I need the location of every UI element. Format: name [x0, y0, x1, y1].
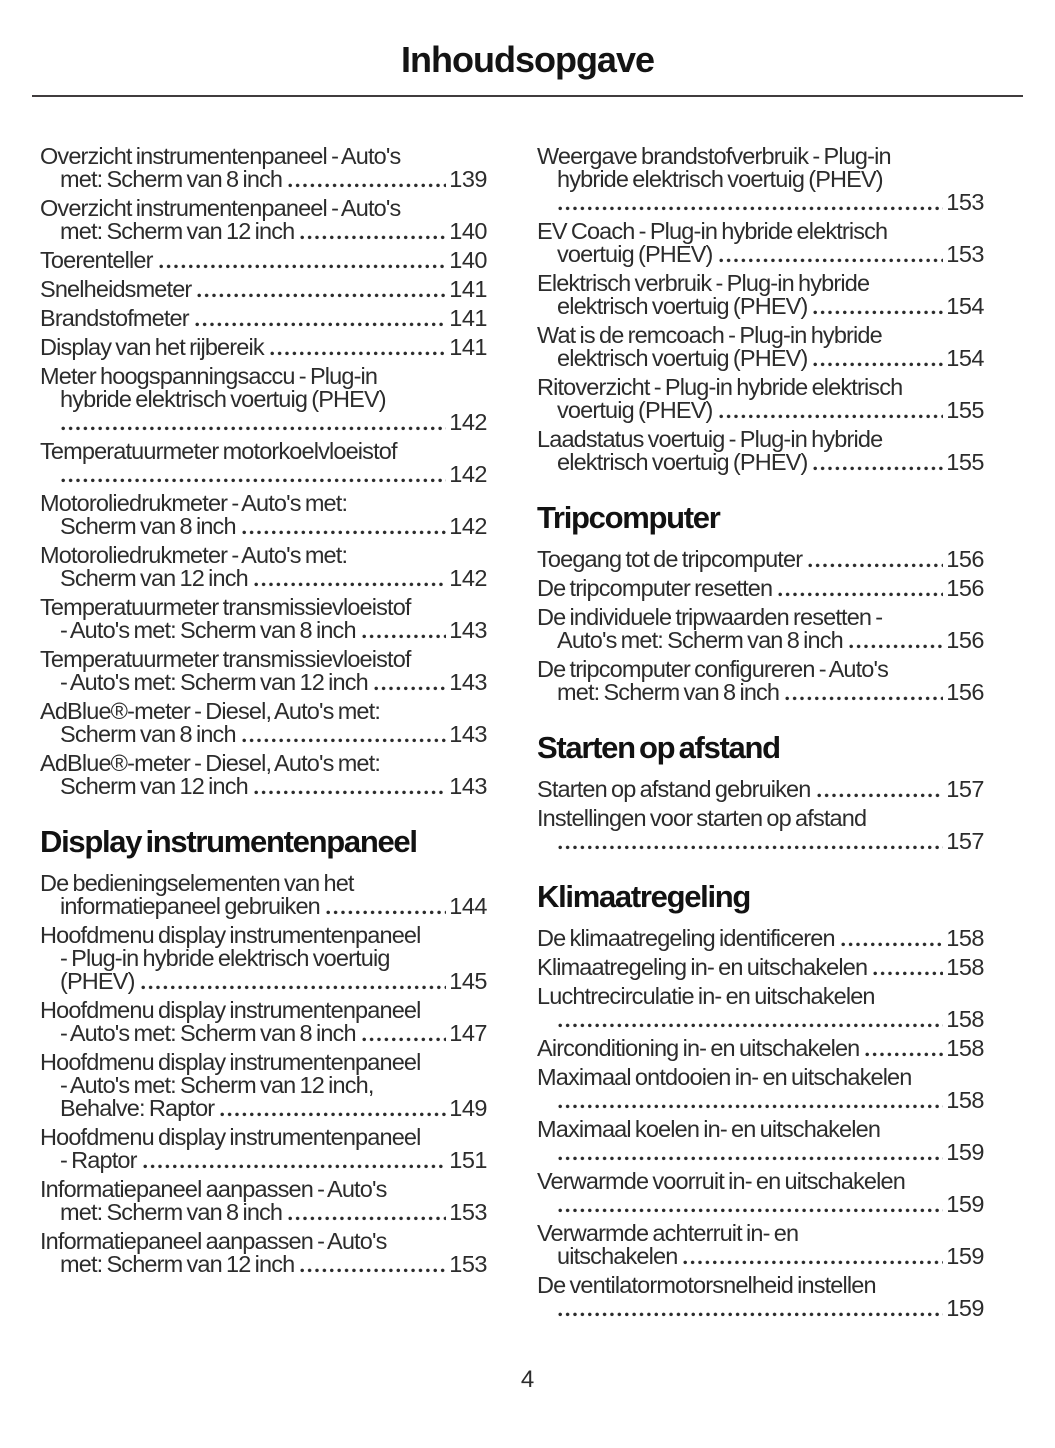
- page-title: Inhoudsopgave: [400, 39, 654, 80]
- dot-leader: [849, 644, 943, 649]
- toc-entry: [537, 428, 984, 474]
- entry-page-number: 156: [946, 679, 984, 705]
- dot-leader: [61, 426, 446, 431]
- dot-leader: [242, 738, 447, 743]
- entry-text: Temperatuurmeter transmissievloeistof: [40, 594, 411, 620]
- entry-text: informatiepaneel gebruiken: [60, 893, 320, 919]
- entry-text: EV Coach - Plug-in hybride elektrisch: [537, 218, 888, 244]
- entry-text: Wat is de remcoach - Plug-in hybride: [537, 322, 882, 348]
- dot-leader: [326, 910, 446, 915]
- toc-entry: [40, 1178, 487, 1224]
- toc-entry: [40, 648, 487, 694]
- toc-entry: [537, 956, 984, 979]
- entry-text: Verwarmde achterruit in- en: [537, 1220, 799, 1246]
- toc-entry: [40, 249, 487, 272]
- entry-text: Overzicht instrumentenpaneel - Auto's: [40, 143, 401, 169]
- dot-leader: [195, 322, 447, 327]
- toc-entry: [537, 985, 984, 1031]
- toc-entry: [537, 778, 984, 801]
- toc-entry: [537, 272, 984, 318]
- entry-page-number: 159: [946, 1243, 984, 1269]
- entry-page-number: 140: [449, 247, 487, 273]
- toc-entry: [537, 1118, 984, 1164]
- entry-page-number: 144: [449, 893, 487, 919]
- dot-leader: [558, 1156, 943, 1161]
- toc-entry: [537, 376, 984, 422]
- dot-leader: [719, 414, 944, 419]
- entry-text: met: Scherm van 8 inch: [60, 166, 283, 192]
- entry-page-number: 158: [946, 1087, 984, 1113]
- entry-text: Ritoverzicht - Plug-in hybride elektrisch: [537, 374, 903, 400]
- dot-leader: [288, 183, 446, 188]
- entry-page-number: 140: [449, 218, 487, 244]
- entry-text: Scherm van 12 inch: [60, 565, 248, 591]
- entry-page-number: 156: [946, 575, 984, 601]
- entry-text: met: Scherm van 12 inch: [60, 218, 295, 244]
- entry-page-number: 158: [946, 1006, 984, 1032]
- toc-content: [0, 97, 1055, 1326]
- toc-entry: [537, 807, 984, 853]
- entry-page-number: 153: [449, 1251, 487, 1277]
- entry-text: Instellingen voor starten op afstand: [537, 805, 867, 831]
- dot-leader: [254, 790, 446, 795]
- entry-page-number: 153: [449, 1199, 487, 1225]
- entry-page-number: 159: [946, 1139, 984, 1165]
- entry-text: De tripcomputer configureren - Auto's: [537, 656, 889, 682]
- entry-text: De individuele tripwaarden resetten -: [537, 604, 883, 630]
- dot-leader: [300, 235, 446, 240]
- toc-entry: [40, 924, 487, 993]
- toc-entry: [40, 440, 487, 486]
- dot-leader: [873, 971, 943, 976]
- dot-leader: [558, 1312, 943, 1317]
- entry-text: voertuig (PHEV): [557, 397, 713, 423]
- entry-text: Maximaal koelen in- en uitschakelen: [537, 1116, 881, 1142]
- entry-text: Meter hoogspanningsaccu - Plug-in: [40, 363, 378, 389]
- entry-page-number: 142: [449, 565, 487, 591]
- toc-column-left: [40, 145, 487, 1326]
- toc-entry: [40, 752, 487, 798]
- dot-leader: [288, 1216, 446, 1221]
- entry-text: Laadstatus voertuig - Plug-in hybride: [537, 426, 883, 452]
- entry-page-number: 158: [946, 954, 984, 980]
- entry-text: - Auto's met: Scherm van 12 inch,: [60, 1072, 374, 1098]
- entry-text: Hoofdmenu display instrumentenpaneel: [40, 1124, 421, 1150]
- toc-entry: [537, 1037, 984, 1060]
- entry-text: - Auto's met: Scherm van 12 inch: [60, 669, 368, 695]
- toc-entry: [537, 1274, 984, 1320]
- entry-page-number: 154: [946, 345, 984, 371]
- entry-page-number: 156: [946, 546, 984, 572]
- entry-text: voertuig (PHEV): [557, 241, 713, 267]
- entry-text: Scherm van 8 inch: [60, 513, 236, 539]
- dot-leader: [270, 351, 447, 356]
- entry-page-number: 142: [449, 409, 487, 435]
- entry-text: Temperatuurmeter motorkoelvloeistof: [40, 438, 397, 464]
- entry-text: Hoofdmenu display instrumentenpaneel: [40, 997, 421, 1023]
- entry-text: De bedieningselementen van het: [40, 870, 354, 896]
- entry-text: Toegang tot de tripcomputer: [537, 546, 803, 572]
- entry-text: - Auto's met: Scherm van 8 inch: [60, 1020, 356, 1046]
- section-heading: Klimaatregeling: [537, 879, 751, 914]
- entry-page-number: 153: [946, 189, 984, 215]
- toc-entry: [537, 1170, 984, 1216]
- entry-text: Verwarmde voorruit in- en uitschakelen: [537, 1168, 905, 1194]
- toc-entry: [537, 606, 984, 652]
- entry-text: Elektrisch verbruik - Plug-in hybride: [537, 270, 870, 296]
- entry-text: De tripcomputer resetten: [537, 575, 773, 601]
- entry-text: Temperatuurmeter transmissievloeistof: [40, 646, 411, 672]
- dot-leader: [865, 1052, 943, 1057]
- toc-entry: [537, 577, 984, 600]
- dot-leader: [808, 563, 943, 568]
- entry-text: Toerenteller: [40, 247, 153, 273]
- entry-page-number: 155: [946, 397, 984, 423]
- toc-entry: [537, 658, 984, 704]
- entry-page-number: 158: [946, 1035, 984, 1061]
- toc-entry: [40, 365, 487, 434]
- entry-page-number: 157: [946, 828, 984, 854]
- dot-leader: [719, 258, 944, 263]
- entry-text: Informatiepaneel aanpassen - Auto's: [40, 1176, 387, 1202]
- toc-entry: [40, 145, 487, 191]
- entry-page-number: 159: [946, 1295, 984, 1321]
- entry-text: Auto's met: Scherm van 8 inch: [557, 627, 843, 653]
- entry-page-number: 142: [449, 513, 487, 539]
- entry-text: met: Scherm van 8 inch: [557, 679, 780, 705]
- dot-leader: [254, 582, 446, 587]
- toc-entry: [40, 872, 487, 918]
- page-number: 4: [520, 1366, 535, 1393]
- entry-text: Hoofdmenu display instrumentenpaneel: [40, 1049, 421, 1075]
- dot-leader: [197, 293, 446, 298]
- entry-text: met: Scherm van 8 inch: [60, 1199, 283, 1225]
- dot-leader: [558, 1208, 943, 1213]
- entry-page-number: 156: [946, 627, 984, 653]
- dot-leader: [558, 1104, 943, 1109]
- entry-text: Display van het rijbereik: [40, 334, 264, 360]
- toc-entry: [40, 596, 487, 642]
- entry-text: (PHEV): [60, 968, 135, 994]
- entry-text: met: Scherm van 12 inch: [60, 1251, 295, 1277]
- toc-entry: [40, 1051, 487, 1120]
- dot-leader: [841, 942, 944, 947]
- dot-leader: [778, 592, 943, 597]
- entry-text: Starten op afstand gebruiken: [537, 776, 811, 802]
- dot-leader: [362, 634, 447, 639]
- toc-entry: [40, 307, 487, 330]
- entry-text: Behalve: Raptor: [60, 1095, 215, 1121]
- entry-text: - Auto's met: Scherm van 8 inch: [60, 617, 356, 643]
- toc-entry: [40, 197, 487, 243]
- dot-leader: [141, 985, 447, 990]
- entry-text: Overzicht instrumentenpaneel - Auto's: [40, 195, 401, 221]
- toc-entry: [537, 1066, 984, 1112]
- entry-text: uitschakelen: [557, 1243, 678, 1269]
- entry-text: Scherm van 8 inch: [60, 721, 236, 747]
- entry-page-number: 141: [449, 334, 487, 360]
- toc-entry: [40, 492, 487, 538]
- entry-text: De ventilatormotorsnelheid instellen: [537, 1272, 876, 1298]
- entry-text: hybride elektrisch voertuig (PHEV): [557, 166, 883, 192]
- entry-page-number: 142: [449, 461, 487, 487]
- dot-leader: [683, 1260, 943, 1265]
- entry-page-number: 139: [449, 166, 487, 192]
- toc-entry: [40, 1230, 487, 1276]
- toc-entry: [537, 1222, 984, 1268]
- entry-text: elektrisch voertuig (PHEV): [557, 449, 808, 475]
- dot-leader: [362, 1037, 447, 1042]
- entry-page-number: 143: [449, 721, 487, 747]
- toc-entry: [537, 324, 984, 370]
- entry-page-number: 143: [449, 773, 487, 799]
- entry-page-number: 143: [449, 669, 487, 695]
- dot-leader: [558, 206, 943, 211]
- dot-leader: [785, 696, 943, 701]
- entry-text: hybride elektrisch voertuig (PHEV): [60, 386, 386, 412]
- entry-text: Snelheidsmeter: [40, 276, 192, 302]
- entry-text: De klimaatregeling identificeren: [537, 925, 835, 951]
- dot-leader: [813, 310, 943, 315]
- entry-page-number: 159: [946, 1191, 984, 1217]
- entry-text: Motoroliedrukmeter - Auto's met:: [40, 542, 348, 568]
- entry-text: Informatiepaneel aanpassen - Auto's: [40, 1228, 387, 1254]
- entry-text: Hoofdmenu display instrumentenpaneel: [40, 922, 421, 948]
- toc-entry: [40, 544, 487, 590]
- entry-page-number: 158: [946, 925, 984, 951]
- entry-text: Motoroliedrukmeter - Auto's met:: [40, 490, 348, 516]
- entry-page-number: 145: [449, 968, 487, 994]
- dot-leader: [813, 362, 943, 367]
- entry-page-number: 154: [946, 293, 984, 319]
- entry-page-number: 155: [946, 449, 984, 475]
- toc-entry: [40, 1126, 487, 1172]
- toc-entry: [40, 336, 487, 359]
- dot-leader: [242, 530, 447, 535]
- toc-column-right: [537, 145, 984, 1326]
- section-heading: Display instrumentenpaneel: [40, 824, 417, 859]
- toc-entry: [40, 278, 487, 301]
- entry-text: elektrisch voertuig (PHEV): [557, 345, 808, 371]
- dot-leader: [159, 264, 447, 269]
- entry-page-number: 149: [449, 1095, 487, 1121]
- dot-leader: [813, 466, 943, 471]
- section-heading: Starten op afstand: [537, 730, 780, 765]
- entry-text: Airconditioning in- en uitschakelen: [537, 1035, 860, 1061]
- entry-text: AdBlue®-meter - Diesel, Auto's met:: [40, 698, 380, 724]
- entry-page-number: 141: [449, 276, 487, 302]
- dot-leader: [220, 1112, 446, 1117]
- toc-entry: [537, 927, 984, 950]
- toc-entry: [537, 145, 984, 214]
- entry-text: Luchtrecirculatie in- en uitschakelen: [537, 983, 875, 1009]
- entry-text: Klimaatregeling in- en uitschakelen: [537, 954, 868, 980]
- entry-page-number: 157: [946, 776, 984, 802]
- entry-page-number: 141: [449, 305, 487, 331]
- toc-entry: [537, 220, 984, 266]
- entry-text: Brandstofmeter: [40, 305, 189, 331]
- entry-page-number: 143: [449, 617, 487, 643]
- dot-leader: [143, 1164, 447, 1169]
- entry-text: Maximaal ontdooien in- en uitschakelen: [537, 1064, 912, 1090]
- dot-leader: [558, 845, 943, 850]
- entry-page-number: 153: [946, 241, 984, 267]
- entry-page-number: 147: [449, 1020, 487, 1046]
- entry-page-number: 151: [449, 1147, 487, 1173]
- dot-leader: [61, 478, 446, 483]
- entry-text: Scherm van 12 inch: [60, 773, 248, 799]
- dot-leader: [817, 793, 944, 798]
- entry-text: AdBlue®-meter - Diesel, Auto's met:: [40, 750, 380, 776]
- section-heading: Tripcomputer: [537, 500, 720, 535]
- toc-entry: [537, 548, 984, 571]
- toc-entry: [40, 999, 487, 1045]
- toc-entry: [40, 700, 487, 746]
- dot-leader: [374, 686, 446, 691]
- entry-text: - Plug-in hybride elektrisch voertuig: [60, 945, 390, 971]
- entry-text: - Raptor: [60, 1147, 137, 1173]
- entry-text: elektrisch voertuig (PHEV): [557, 293, 808, 319]
- dot-leader: [300, 1268, 446, 1273]
- entry-text: Weergave brandstofverbruik - Plug-in: [537, 143, 891, 169]
- dot-leader: [558, 1023, 943, 1028]
